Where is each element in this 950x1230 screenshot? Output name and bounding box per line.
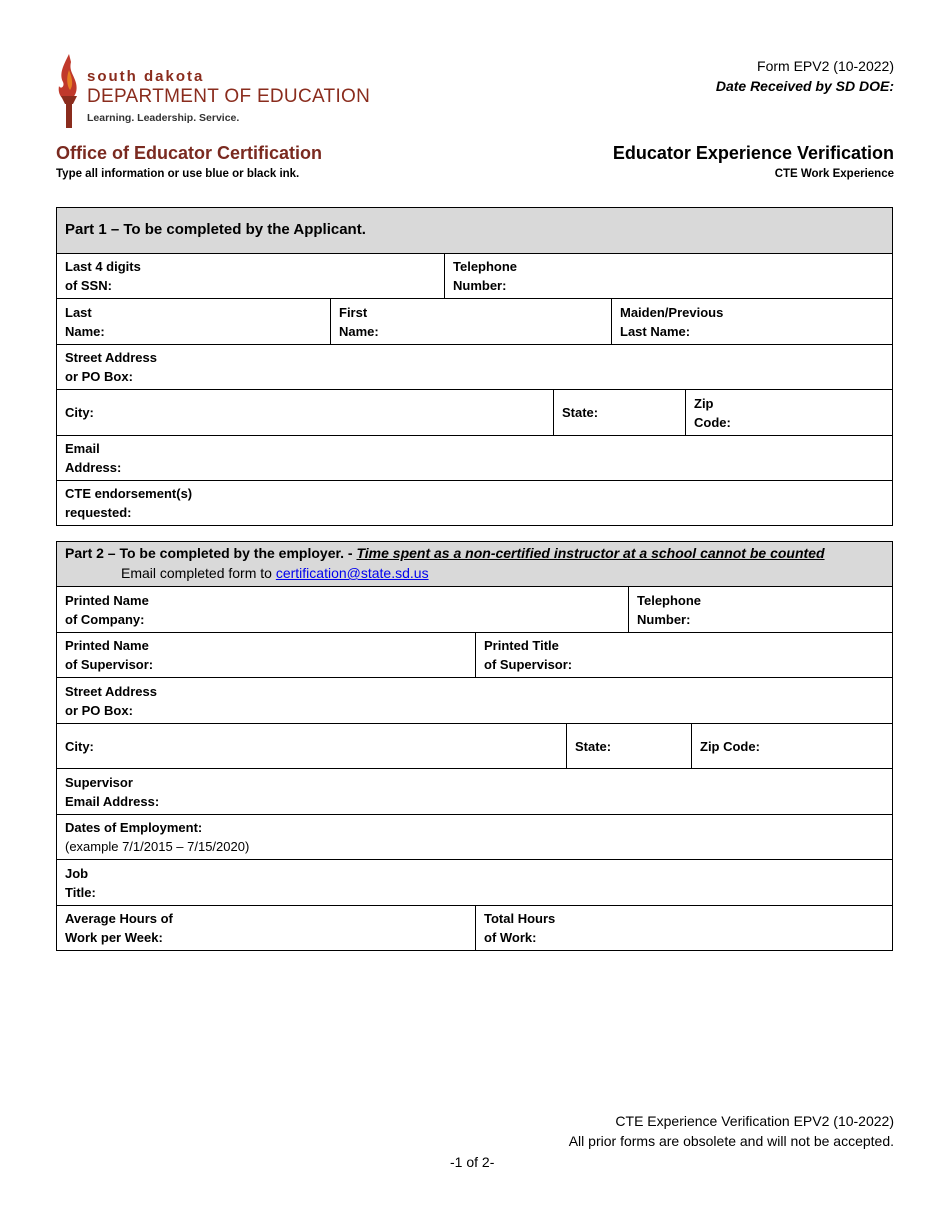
zip-label: Zip Code: bbox=[694, 395, 731, 430]
employment-dates-label: Dates of Employment: bbox=[65, 820, 203, 835]
part2-heading-note: Time spent as a non-certified instructor at a school cannot be counted bbox=[356, 545, 825, 561]
ssn-label: Last 4 digits of SSN: bbox=[65, 259, 141, 293]
employer-city-label: City: bbox=[65, 738, 94, 754]
employer-zip-field[interactable] bbox=[692, 724, 892, 768]
page-title: Educator Experience Verification bbox=[612, 143, 894, 163]
ssn-field[interactable] bbox=[57, 254, 445, 298]
company-name-label: Printed Name of Company: bbox=[65, 592, 149, 627]
city-label: City: bbox=[65, 405, 94, 420]
supervisor-email-label: Supervisor Email Address: bbox=[65, 774, 160, 809]
telephone-label: Telephone Number: bbox=[453, 259, 518, 293]
supervisor-title-label: Printed Title of Supervisor: bbox=[484, 638, 573, 672]
employer-street-field[interactable] bbox=[57, 678, 892, 723]
sd-doe-logo bbox=[55, 52, 395, 132]
employer-state-label: State: bbox=[575, 738, 612, 754]
email-label: Email Address: bbox=[65, 441, 122, 475]
logo-tagline: Learning. Leadership. Service. bbox=[87, 112, 240, 124]
torch-flame-icon bbox=[55, 52, 83, 130]
date-received-label: Date Received by SD DOE: bbox=[715, 78, 894, 94]
total-hours-field[interactable] bbox=[476, 906, 892, 950]
street-address-label: Street Address or PO Box: bbox=[65, 350, 157, 384]
maiden-name-field[interactable] bbox=[612, 299, 892, 344]
job-title-label: Job Title: bbox=[65, 865, 96, 900]
page-number: -1 of 2- bbox=[450, 1154, 495, 1170]
supervisor-name-label: Printed Name of Supervisor: bbox=[65, 638, 154, 672]
footer-obsolete-note: All prior forms are obsolete and will not be accepted. bbox=[568, 1133, 894, 1149]
total-hours-label: Total Hours of Work: bbox=[484, 911, 556, 945]
state-field[interactable] bbox=[554, 390, 686, 435]
page-subtitle: CTE Work Experience bbox=[774, 168, 894, 180]
cte-endorsement-field[interactable] bbox=[57, 481, 892, 525]
part1-heading: Part 1 – To be completed by the Applicant. bbox=[65, 221, 366, 238]
email-instruction-text: Email completed form to bbox=[121, 565, 276, 581]
ink-instruction: Type all information or use blue or black ink. bbox=[56, 168, 300, 180]
employer-telephone-label: Telephone Number: bbox=[637, 592, 702, 627]
office-title: Office of Educator Certification bbox=[56, 143, 323, 163]
telephone-field[interactable] bbox=[445, 254, 892, 298]
part1-table bbox=[56, 207, 893, 526]
first-name-label: First Name: bbox=[339, 304, 379, 339]
form-number: Form EPV2 (10-2022) bbox=[757, 58, 894, 74]
part2-email-instruction bbox=[65, 563, 884, 583]
state-label: State: bbox=[562, 405, 599, 420]
maiden-name-label: Maiden/Previous Last Name: bbox=[620, 304, 724, 339]
footer-form-id: CTE Experience Verification EPV2 (10-2022) bbox=[615, 1113, 894, 1129]
employment-dates-field[interactable] bbox=[57, 815, 892, 859]
first-name-field[interactable] bbox=[331, 299, 612, 344]
job-title-field[interactable] bbox=[57, 860, 892, 905]
zip-field[interactable] bbox=[686, 390, 892, 435]
part2-header bbox=[57, 542, 892, 587]
city-field[interactable] bbox=[57, 390, 554, 435]
employer-city-field[interactable] bbox=[57, 724, 567, 768]
supervisor-email-field[interactable] bbox=[57, 769, 892, 814]
part2-heading-main: Part 2 – To be completed by the employer. - bbox=[65, 545, 357, 561]
part2-heading bbox=[65, 542, 884, 563]
logo-line2: DEPARTMENT OF EDUCATION bbox=[87, 86, 371, 107]
employer-zip-label: Zip Code: bbox=[700, 738, 760, 754]
company-name-field[interactable] bbox=[57, 587, 629, 632]
supervisor-name-field[interactable] bbox=[57, 633, 476, 677]
certification-email-link[interactable]: certification@state.sd.us bbox=[275, 565, 429, 581]
cte-endorsement-label: CTE endorsement(s) requested: bbox=[65, 486, 193, 520]
part2-table bbox=[56, 541, 893, 951]
employer-telephone-field[interactable] bbox=[629, 587, 892, 632]
avg-hours-label: Average Hours of Work per Week: bbox=[65, 911, 173, 945]
street-address-field[interactable] bbox=[57, 345, 892, 389]
employer-state-field[interactable] bbox=[567, 724, 692, 768]
employment-dates-example: (example 7/1/2015 – 7/15/2020) bbox=[65, 839, 250, 854]
avg-hours-field[interactable] bbox=[57, 906, 476, 950]
logo-line1: south dakota bbox=[87, 68, 205, 85]
employer-street-label: Street Address or PO Box: bbox=[65, 683, 157, 718]
part1-header bbox=[57, 208, 892, 254]
email-field[interactable] bbox=[57, 436, 892, 480]
last-name-field[interactable] bbox=[57, 299, 331, 344]
supervisor-title-field[interactable] bbox=[476, 633, 892, 677]
last-name-label: Last Name: bbox=[65, 304, 105, 339]
